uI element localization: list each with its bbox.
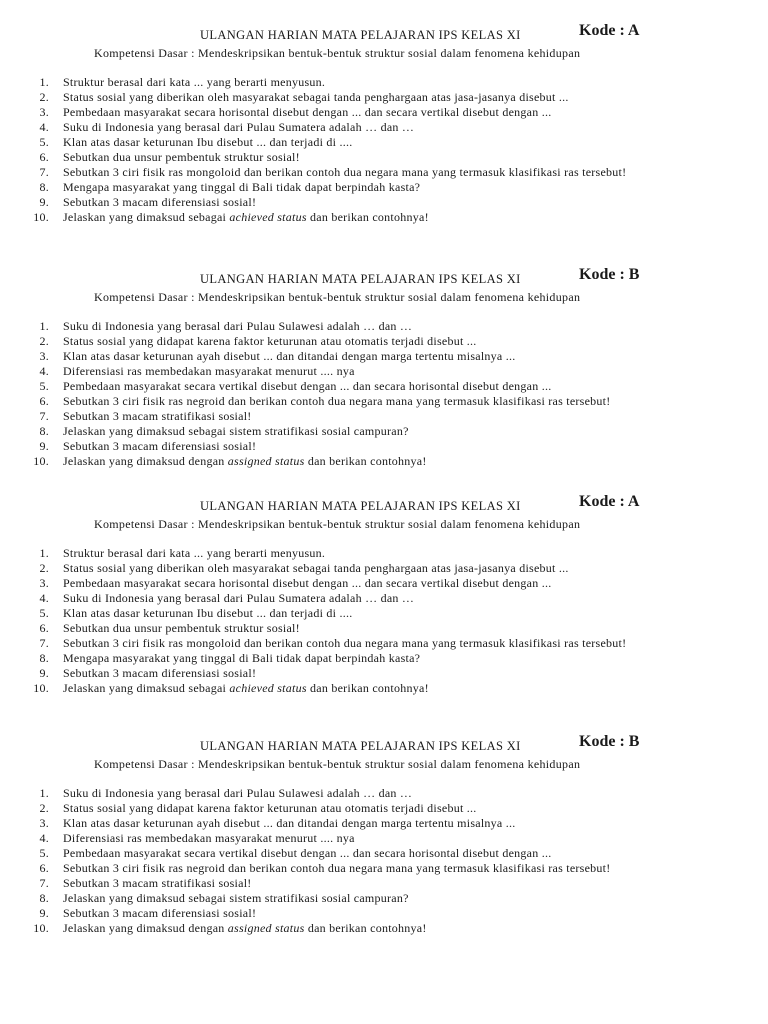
question-number: 4. [39, 831, 49, 845]
quiz-block-kode-a-2 [0, 493, 768, 695]
header-row [0, 22, 768, 44]
question-item [0, 120, 768, 135]
question-item [0, 606, 768, 621]
question-number: 4. [39, 364, 49, 378]
question-item [0, 195, 768, 210]
question-list [0, 786, 768, 936]
competency-line: Kompetensi Dasar : Mendeskripsikan bentuk-bentuk struktur sosial dalam fenomena kehidupan [94, 46, 581, 60]
question-text: Klan atas dasar keturunan Ibu disebut ... dan terjadi di .... [63, 606, 353, 620]
question-text-part: dan berikan contohnya! [306, 210, 429, 224]
question-item [0, 576, 768, 591]
question-item [0, 621, 768, 636]
kode-label: Kode : A [579, 493, 640, 510]
emphasis-term: assigned status [227, 454, 305, 468]
question-item [0, 379, 768, 394]
question-list [0, 319, 768, 469]
question-text: Struktur berasal dari kata ... yang berarti menyusun. [63, 75, 326, 89]
question-number: 4. [39, 120, 49, 134]
question-item [0, 439, 768, 454]
question-text: Sebutkan 3 macam diferensiasi sosial! [63, 195, 257, 209]
question-item [0, 651, 768, 666]
question-text: Sebutkan dua unsur pembentuk struktur sosial! [63, 150, 300, 164]
question-text: Sebutkan 3 macam diferensiasi sosial! [63, 439, 257, 453]
question-number: 8. [39, 180, 49, 194]
question-number: 8. [39, 891, 49, 905]
quiz-title: ULANGAN HARIAN MATA PELAJARAN IPS KELAS XI [200, 272, 521, 286]
question-number: 10. [33, 681, 49, 695]
question-text: Suku di Indonesia yang berasal dari Pulau Sumatera adalah … dan … [63, 591, 415, 605]
question-text: Sebutkan 3 ciri fisik ras negroid dan berikan contoh dua negara mana yang termasuk klasifikasi ras tersebut! [63, 861, 611, 875]
question-number: 8. [39, 651, 49, 665]
question-item [0, 846, 768, 861]
question-item [0, 921, 768, 936]
question-text: Klan atas dasar keturunan ayah disebut ... dan ditandai dengan marga tertentu misalnya ... [63, 816, 516, 830]
question-text-part: dan berikan contohnya! [304, 921, 427, 935]
question-number: 3. [39, 816, 49, 830]
question-text-part: dan berikan contohnya! [306, 681, 429, 695]
question-item [0, 150, 768, 165]
question-item [0, 666, 768, 681]
question-number: 6. [39, 861, 49, 875]
question-item [0, 681, 768, 696]
question-number: 10. [33, 454, 49, 468]
question-item [0, 636, 768, 651]
question-number: 6. [39, 621, 49, 635]
question-number: 9. [39, 906, 49, 920]
question-number: 6. [39, 150, 49, 164]
question-item [0, 319, 768, 334]
question-number: 5. [39, 379, 49, 393]
header-row [0, 733, 768, 755]
header-row [0, 266, 768, 288]
question-number: 6. [39, 394, 49, 408]
question-item [0, 786, 768, 801]
question-text-part: Jelaskan yang dimaksud dengan [63, 454, 228, 468]
question-number: 3. [39, 349, 49, 363]
question-text-part: Jelaskan yang dimaksud sebagai [63, 681, 230, 695]
quiz-title: ULANGAN HARIAN MATA PELAJARAN IPS KELAS XI [200, 739, 521, 753]
question-text-part: Jelaskan yang dimaksud sebagai [63, 210, 230, 224]
question-item [0, 876, 768, 891]
question-number: 10. [33, 921, 49, 935]
question-number: 5. [39, 606, 49, 620]
question-number: 10. [33, 210, 49, 224]
question-item [0, 591, 768, 606]
question-text: Pembedaan masyarakat secara horisontal disebut dengan ... dan secara vertikal disebut dengan ... [63, 576, 552, 590]
question-text-part: Jelaskan yang dimaksud dengan [63, 921, 228, 935]
question-item [0, 165, 768, 180]
question-item [0, 831, 768, 846]
question-number: 7. [39, 876, 49, 890]
question-item [0, 816, 768, 831]
question-item [0, 135, 768, 150]
question-text [63, 454, 743, 469]
question-item [0, 424, 768, 439]
question-item [0, 210, 768, 225]
question-list [0, 75, 768, 225]
question-text: Suku di Indonesia yang berasal dari Pulau Sumatera adalah … dan … [63, 120, 415, 134]
question-number: 1. [39, 75, 49, 89]
question-text: Status sosial yang diberikan oleh masyarakat sebagai tanda penghargaan atas jasa-jasanya disebut ... [63, 561, 569, 575]
question-text: Struktur berasal dari kata ... yang berarti menyusun. [63, 546, 326, 560]
kode-label: Kode : B [579, 733, 640, 750]
question-item [0, 75, 768, 90]
question-item [0, 546, 768, 561]
question-item [0, 409, 768, 424]
emphasis-term: assigned status [227, 921, 305, 935]
question-text: Klan atas dasar keturunan ayah disebut ... dan ditandai dengan marga tertentu misalnya ... [63, 349, 516, 363]
quiz-title: ULANGAN HARIAN MATA PELAJARAN IPS KELAS XI [200, 499, 521, 513]
question-item [0, 364, 768, 379]
question-number: 2. [39, 90, 49, 104]
question-text: Status sosial yang diberikan oleh masyarakat sebagai tanda penghargaan atas jasa-jasanya disebut ... [63, 90, 569, 104]
question-number: 1. [39, 319, 49, 333]
question-item [0, 394, 768, 409]
question-item [0, 561, 768, 576]
question-item [0, 349, 768, 364]
emphasis-term: achieved status [229, 210, 307, 224]
emphasis-term: achieved status [229, 681, 307, 695]
question-text [63, 210, 743, 225]
question-text: Pembedaan masyarakat secara vertikal disebut dengan ... dan secara horisontal disebut dengan ... [63, 379, 552, 393]
question-text-part: dan berikan contohnya! [304, 454, 427, 468]
question-text: Sebutkan 3 ciri fisik ras negroid dan berikan contoh dua negara mana yang termasuk klasifikasi ras tersebut! [63, 394, 611, 408]
question-text: Sebutkan 3 macam stratifikasi sosial! [63, 409, 252, 423]
question-text: Suku di Indonesia yang berasal dari Pulau Sulawesi adalah … dan … [63, 786, 413, 800]
question-number: 1. [39, 546, 49, 560]
kode-label: Kode : A [579, 22, 640, 39]
question-text: Pembedaan masyarakat secara vertikal disebut dengan ... dan secara horisontal disebut dengan ... [63, 846, 552, 860]
question-text: Mengapa masyarakat yang tinggal di Bali tidak dapat berpindah kasta? [63, 180, 421, 194]
quiz-block-kode-b-1 [0, 266, 768, 468]
question-item [0, 906, 768, 921]
competency-line: Kompetensi Dasar : Mendeskripsikan bentuk-bentuk struktur sosial dalam fenomena kehidupan [94, 290, 581, 304]
question-item [0, 90, 768, 105]
question-text: Sebutkan dua unsur pembentuk struktur sosial! [63, 621, 300, 635]
question-list [0, 546, 768, 696]
question-text: Status sosial yang didapat karena faktor keturunan atau otomatis terjadi disebut ... [63, 801, 477, 815]
competency-line: Kompetensi Dasar : Mendeskripsikan bentuk-bentuk struktur sosial dalam fenomena kehidupan [94, 757, 581, 771]
question-number: 3. [39, 576, 49, 590]
question-number: 1. [39, 786, 49, 800]
question-number: 8. [39, 424, 49, 438]
question-text: Mengapa masyarakat yang tinggal di Bali tidak dapat berpindah kasta? [63, 651, 421, 665]
question-number: 7. [39, 165, 49, 179]
question-text [63, 681, 743, 696]
question-item [0, 180, 768, 195]
question-number: 5. [39, 846, 49, 860]
question-number: 9. [39, 439, 49, 453]
question-number: 4. [39, 591, 49, 605]
question-item [0, 861, 768, 876]
question-number: 9. [39, 195, 49, 209]
question-text: Diferensiasi ras membedakan masyarakat menurut .... nya [63, 364, 355, 378]
header-row [0, 493, 768, 515]
question-text: Klan atas dasar keturunan Ibu disebut ... dan terjadi di .... [63, 135, 353, 149]
question-text: Sebutkan 3 macam diferensiasi sosial! [63, 666, 257, 680]
question-item [0, 801, 768, 816]
question-text [63, 921, 743, 936]
question-number: 9. [39, 666, 49, 680]
question-text: Status sosial yang didapat karena faktor keturunan atau otomatis terjadi disebut ... [63, 334, 477, 348]
question-item [0, 105, 768, 120]
quiz-block-kode-a-1 [0, 22, 768, 224]
question-number: 5. [39, 135, 49, 149]
question-text: Pembedaan masyarakat secara horisontal disebut dengan ... dan secara vertikal disebut dengan ... [63, 105, 552, 119]
question-text: Sebutkan 3 ciri fisik ras mongoloid dan berikan contoh dua negara mana yang termasuk klasifikasi ras tersebut! [63, 636, 627, 650]
question-text: Jelaskan yang dimaksud sebagai sistem stratifikasi sosial campuran? [63, 424, 409, 438]
question-item [0, 454, 768, 469]
question-text: Jelaskan yang dimaksud sebagai sistem stratifikasi sosial campuran? [63, 891, 409, 905]
question-number: 3. [39, 105, 49, 119]
question-item [0, 891, 768, 906]
question-text: Sebutkan 3 macam stratifikasi sosial! [63, 876, 252, 890]
question-number: 7. [39, 636, 49, 650]
question-text: Diferensiasi ras membedakan masyarakat menurut .... nya [63, 831, 355, 845]
question-text: Sebutkan 3 ciri fisik ras mongoloid dan berikan contoh dua negara mana yang termasuk klasifikasi ras tersebut! [63, 165, 627, 179]
question-number: 2. [39, 801, 49, 815]
kode-label: Kode : B [579, 266, 640, 283]
question-number: 2. [39, 561, 49, 575]
quiz-block-kode-b-2 [0, 733, 768, 935]
question-text: Sebutkan 3 macam diferensiasi sosial! [63, 906, 257, 920]
question-number: 2. [39, 334, 49, 348]
quiz-title: ULANGAN HARIAN MATA PELAJARAN IPS KELAS XI [200, 28, 521, 42]
question-item [0, 334, 768, 349]
competency-line: Kompetensi Dasar : Mendeskripsikan bentuk-bentuk struktur sosial dalam fenomena kehidupan [94, 517, 581, 531]
question-number: 7. [39, 409, 49, 423]
question-text: Suku di Indonesia yang berasal dari Pulau Sulawesi adalah … dan … [63, 319, 413, 333]
